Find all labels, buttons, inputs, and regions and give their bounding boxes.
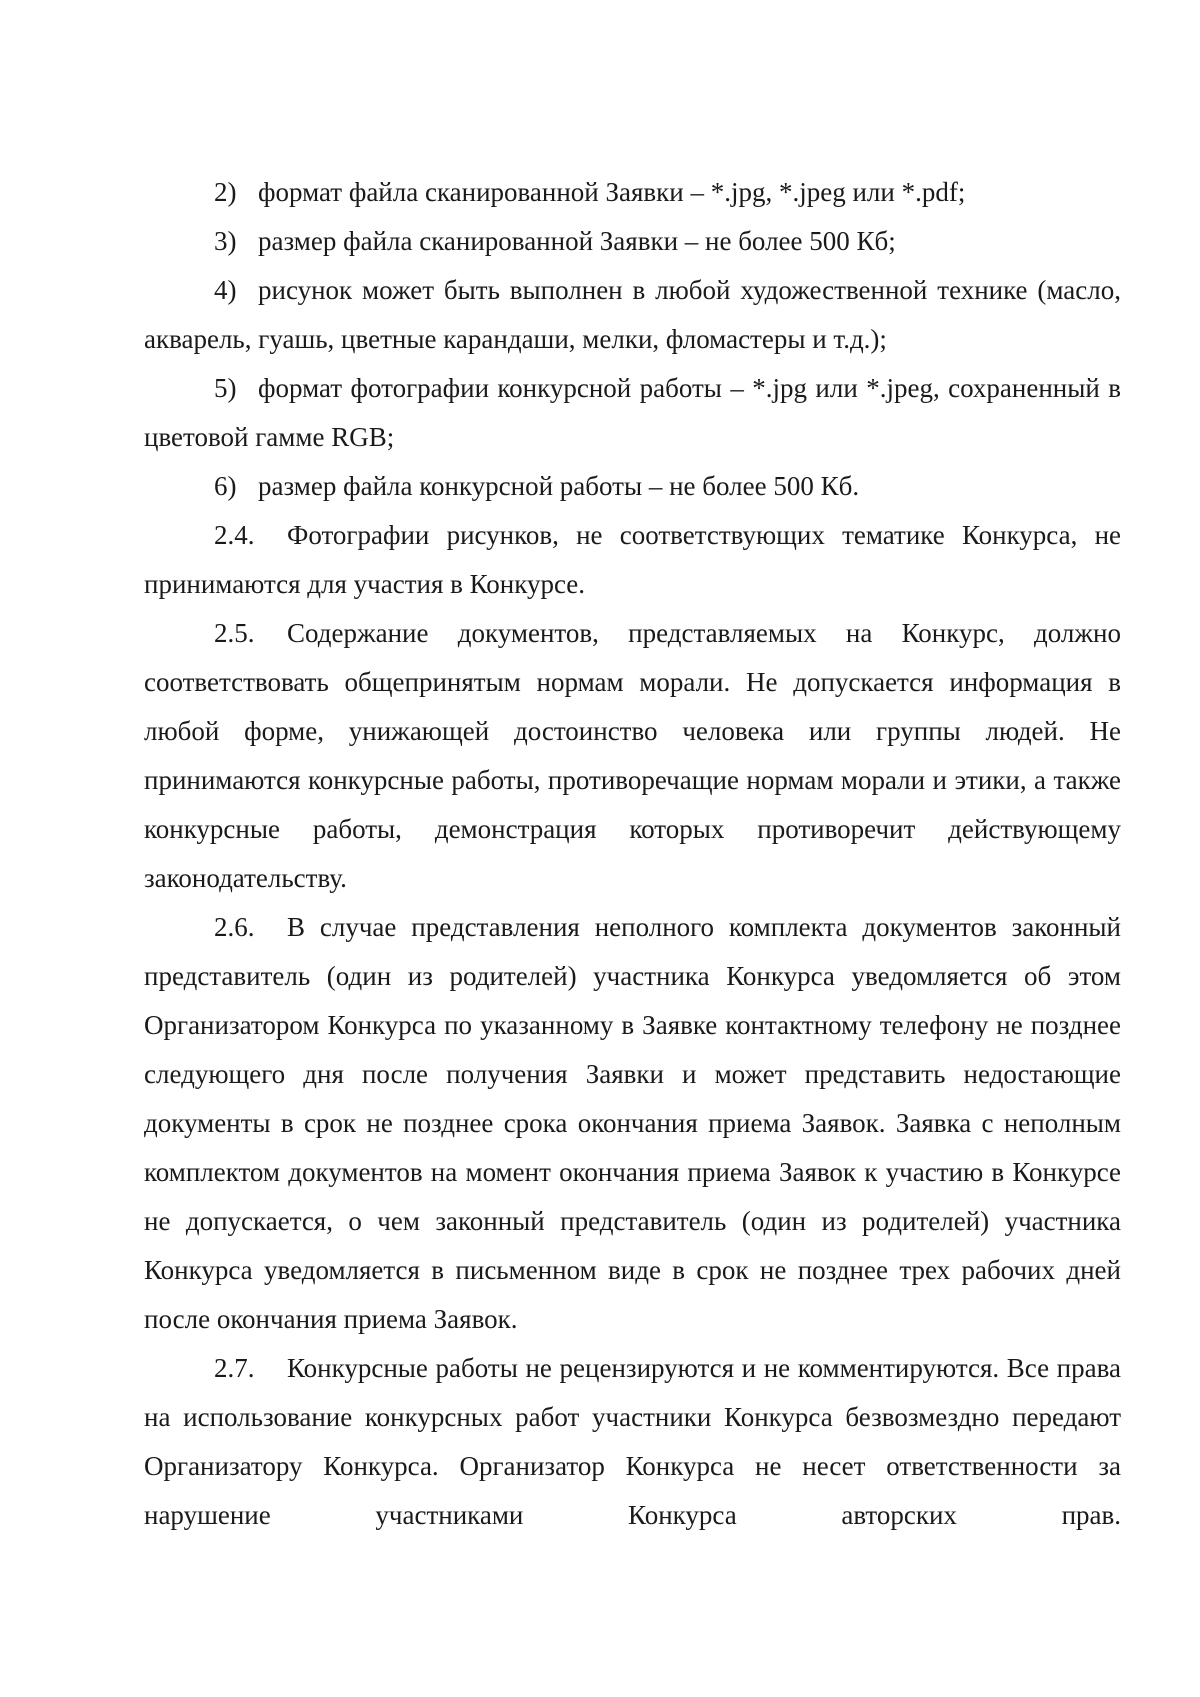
item-text: рисунок может быть выполнен в любой художественной технике (масло, акварель, гуашь, цветные карандаши, мелки, фломастеры и т.д.);: [144, 275, 1121, 354]
section-text: Конкурсные работы не рецензируются и не комментируются. Все права на использование конкурсных работ участники Конкурса безвозмездно передают Организатору Конкурса. Организатор Конкурса не несет ответственности за нарушение участниками Конкурса авторских прав.: [144, 1353, 1121, 1530]
item-number: 3): [214, 226, 237, 256]
list-item-4: [144, 266, 1121, 364]
section-2-7: [144, 1344, 1121, 1540]
item-number: 6): [214, 471, 237, 501]
section-text: В случае представления неполного комплекта документов законный представитель (один из родителей) участника Конкурса уведомляется об этом Организатором Конкурса по указанному в Заявке контактному телефону не позднее следующего дня после получения Заявки и может представить недостающие документы в срок не позднее срока окончания приема Заявок. Заявка с неполным комплектом документов на момент окончания приема Заявок к участию в Конкурсе не допускается, о чем законный представитель (один из родителей) участника Конкурса уведомляется в письменном виде в срок не позднее трех рабочих дней после окончания приема Заявок.: [144, 912, 1121, 1334]
item-text: формат файла сканированной Заявки – *.jpg, *.jpeg или *.pdf;: [258, 177, 966, 207]
section-text: Фотографии рисунков, не соответствующих тематике Конкурса, не принимаются для участия в Конкурсе.: [144, 520, 1121, 599]
item-number: 5): [214, 373, 237, 403]
list-item-6: [144, 462, 1121, 511]
section-number: 2.7.: [214, 1353, 255, 1383]
item-text: размер файла конкурсной работы – не более 500 Кб.: [258, 471, 860, 501]
section-2-6: [144, 903, 1121, 1344]
section-number: 2.6.: [214, 912, 255, 942]
item-text: формат фотографии конкурсной работы – *.jpg или *.jpeg, сохраненный в цветовой гамме RGB;: [144, 373, 1121, 452]
section-2-4: [144, 511, 1121, 609]
list-item-5: [144, 364, 1121, 462]
list-item-2: [144, 168, 1121, 217]
item-text: размер файла сканированной Заявки – не более 500 Кб;: [258, 226, 896, 256]
document-body: [144, 168, 1121, 1540]
section-number: 2.4.: [214, 520, 255, 550]
section-number: 2.5.: [214, 618, 255, 648]
section-2-5: [144, 609, 1121, 903]
section-text: Содержание документов, представляемых на Конкурс, должно соответствовать общепринятым нормам морали. Не допускается информация в любой форме, унижающей достоинство человека или группы людей. Не принимаются конкурсные работы, противоречащие нормам морали и этики, а также конкурсные работы, демонстрация которых противоречит действующему законодательству.: [144, 618, 1121, 893]
list-item-3: [144, 217, 1121, 266]
item-number: 2): [214, 177, 237, 207]
item-number: 4): [214, 275, 237, 305]
